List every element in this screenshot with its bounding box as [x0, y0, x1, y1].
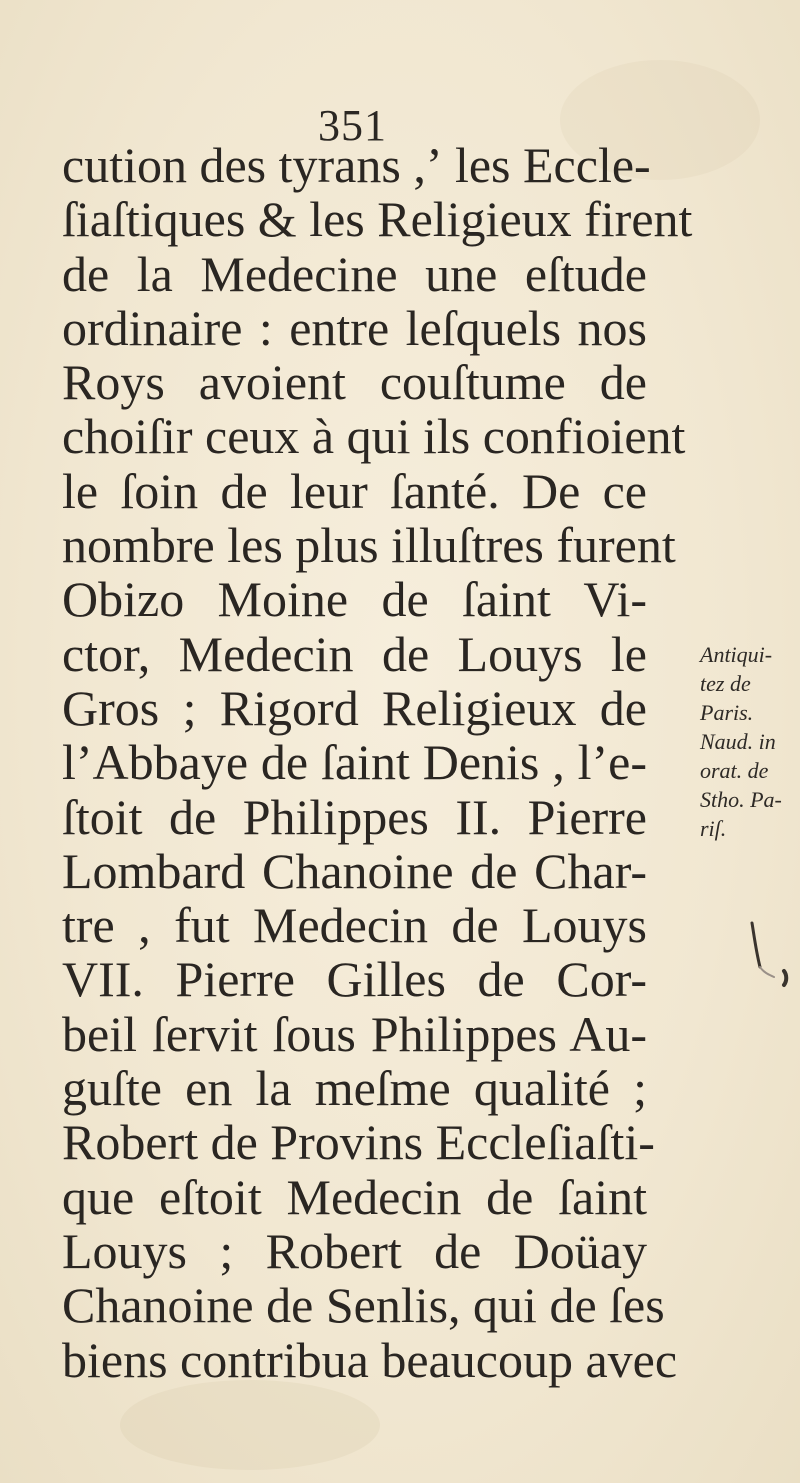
margin-note [700, 640, 798, 843]
text-line: ſiaſtiques & les Religieux firent [62, 191, 693, 248]
text-line: choiſir ceux à qui ils confioient [62, 408, 686, 465]
margin-note-line: Naud. in [700, 729, 776, 754]
text-line: Lombard Chanoine de Char- [62, 842, 647, 899]
body-text [62, 137, 693, 1388]
text-line: de la Medecine une eſtude [62, 245, 647, 302]
text-line: tre , fut Medecin de Louys [62, 897, 647, 954]
text-line: VII. Pierre Gilles de Cor- [62, 951, 647, 1008]
text-line: nombre les plus illuſtres furent [62, 517, 676, 574]
text-line: Obizo Moine de ſaint Vi- [62, 571, 647, 628]
text-line: Robert de Provins Eccleſiaſti- [62, 1114, 655, 1171]
ink-mark-icon [740, 915, 800, 995]
text-line: beil ſervit ſous Philippes Au- [62, 1005, 647, 1062]
margin-note-line: Antiqui- [700, 642, 773, 667]
text-line: Chanoine de Senlis, qui de ſes [62, 1277, 665, 1334]
text-line: ctor, Medecin de Louys le [62, 625, 647, 682]
margin-note-line: Stho. Pa- [700, 787, 782, 812]
text-line: Roys avoient couſtume de [62, 354, 647, 411]
text-line: cution des tyrans ,ʼ les Eccle- [62, 137, 651, 193]
text-line: que eſtoit Medecin de ſaint [62, 1168, 647, 1225]
text-line: Louys ; Robert de Doüay [62, 1222, 647, 1279]
text-line: guſte en la meſme qualité ; [62, 1060, 647, 1117]
text-line: ſtoit de Philippes II. Pierre [62, 788, 647, 845]
text-line: ordinaire : entre leſquels nos [62, 299, 647, 356]
text-line: Gros ; Rigord Religieux de [62, 679, 647, 736]
margin-note-line: riſ. [700, 816, 727, 841]
text-line: l’Abbaye de ſaint Denis , l’e- [62, 734, 647, 791]
margin-note-line: tez de [700, 671, 751, 696]
paper-stain [120, 1380, 380, 1470]
margin-note-line: Paris. [700, 700, 754, 725]
text-line: le ſoin de leur ſanté. De ce [62, 462, 647, 519]
text-line: biens contribua beaucoup avec [62, 1331, 678, 1388]
margin-note-line: orat. de [700, 758, 769, 783]
page-number: 351 [318, 101, 387, 150]
